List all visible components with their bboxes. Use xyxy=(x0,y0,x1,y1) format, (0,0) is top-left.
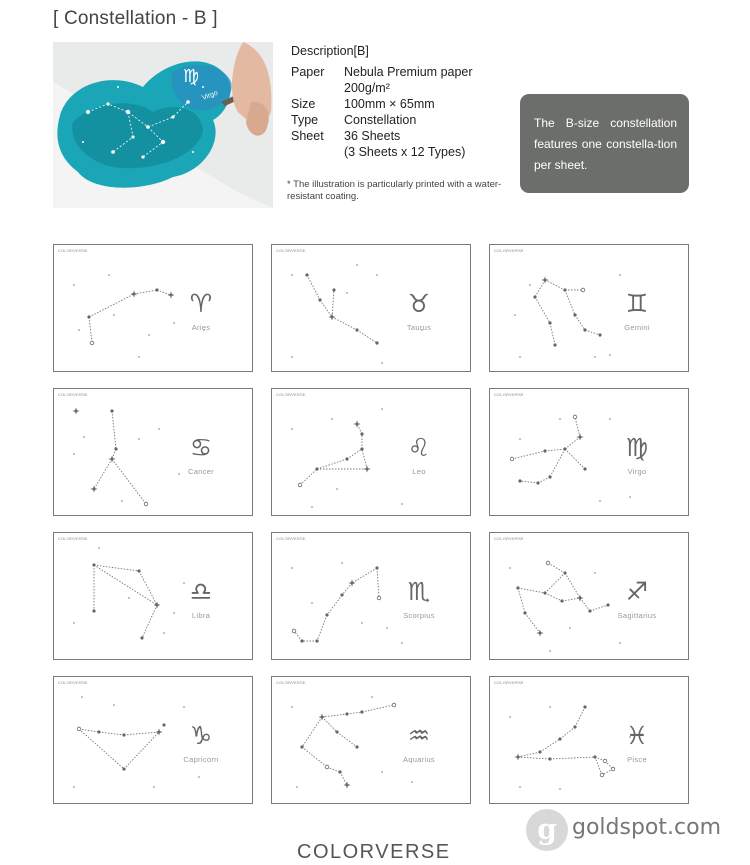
constellation-line xyxy=(540,739,560,752)
constellation-name: Capricorn xyxy=(183,755,219,764)
constellation-line xyxy=(124,732,159,769)
background-star xyxy=(73,622,75,624)
background-star xyxy=(346,292,348,294)
constellation-star xyxy=(510,457,514,461)
constellation-star xyxy=(345,712,348,715)
constellation-star xyxy=(360,432,363,435)
constellation-star xyxy=(338,770,341,773)
constellation-line xyxy=(89,294,134,317)
constellation-line xyxy=(550,323,555,345)
constellation-line xyxy=(590,605,608,611)
constellation-star xyxy=(583,467,586,470)
card-brand: COLORVERSE xyxy=(276,248,306,253)
goldspot-logo-letter: g xyxy=(537,813,557,846)
constellation-line xyxy=(307,275,320,300)
constellation-line xyxy=(134,290,157,294)
background-star xyxy=(291,274,293,276)
constellation-star xyxy=(553,343,556,346)
constellation-name: Virgo xyxy=(627,467,647,476)
background-star xyxy=(128,597,130,599)
constellation-line xyxy=(112,459,146,504)
constellation-star xyxy=(355,745,358,748)
constellation-line xyxy=(300,469,317,485)
background-star xyxy=(291,428,293,430)
constellation-line xyxy=(535,280,545,297)
constellation-star xyxy=(90,341,94,345)
constellation-card xyxy=(271,244,471,372)
constellation-line xyxy=(545,449,565,451)
zodiac-symbol-icon: ♍ xyxy=(625,433,649,462)
zodiac-symbol-icon: ♉ xyxy=(407,289,431,318)
goldspot-watermark: goldspot.com xyxy=(572,815,721,840)
spec-table xyxy=(291,64,473,160)
constellation-name: Leo xyxy=(412,467,426,476)
spec-value: 36 Sheets xyxy=(344,129,401,143)
background-star xyxy=(311,602,313,604)
constellation-star xyxy=(122,767,125,770)
spec-row xyxy=(291,112,473,128)
constellation-line xyxy=(580,598,590,611)
constellation-star xyxy=(563,571,566,574)
background-star xyxy=(559,788,561,790)
background-star xyxy=(73,453,75,455)
constellation-line xyxy=(357,424,362,434)
constellation-star xyxy=(108,455,115,462)
spec-key: Sheet xyxy=(291,129,324,143)
zodiac-symbol-icon: ♏ xyxy=(407,577,431,606)
card-brand: COLORVERSE xyxy=(58,248,88,253)
card-brand: COLORVERSE xyxy=(494,248,524,253)
coating-note: * The illustration is particularly printed with a water-resistant coating. xyxy=(287,179,502,202)
background-star xyxy=(529,284,531,286)
constellation-star xyxy=(573,415,577,419)
constellation-line xyxy=(320,300,332,317)
constellation-star xyxy=(523,611,526,614)
goldspot-logo-icon xyxy=(525,808,569,852)
constellation-line xyxy=(347,449,362,459)
constellation-line xyxy=(518,752,540,757)
constellation-line xyxy=(565,573,580,598)
constellation-line xyxy=(550,449,565,477)
constellation-star xyxy=(548,757,551,760)
constellation-card xyxy=(489,532,689,660)
constellation-star xyxy=(563,447,566,450)
constellation-line xyxy=(512,451,545,459)
constellation-star xyxy=(155,288,158,291)
spec-key xyxy=(291,144,344,160)
callout-box: The B-size constellation features one constella-tion per sheet. xyxy=(520,94,689,193)
constellation-star xyxy=(581,288,585,292)
background-star xyxy=(619,642,621,644)
background-star xyxy=(153,786,155,788)
constellation-line xyxy=(357,330,377,343)
background-star xyxy=(113,704,115,706)
constellation-line xyxy=(545,280,565,290)
constellation-line xyxy=(322,717,337,732)
constellation-card xyxy=(53,388,253,516)
background-star xyxy=(629,496,631,498)
zodiac-symbol-icon: ♓ xyxy=(625,721,649,750)
background-star xyxy=(599,500,601,502)
spec-row xyxy=(291,80,473,96)
constellation-name: Scorpius xyxy=(403,611,435,620)
constellation-star xyxy=(122,733,125,736)
card-brand: COLORVERSE xyxy=(276,392,306,397)
constellation-star xyxy=(345,457,348,460)
background-star xyxy=(401,642,403,644)
constellation-line xyxy=(518,588,545,593)
constellation-line xyxy=(157,290,171,295)
constellation-star xyxy=(87,315,90,318)
constellation-card xyxy=(489,244,689,372)
constellation-star xyxy=(332,288,335,291)
constellation-line xyxy=(112,411,116,449)
background-star xyxy=(549,706,551,708)
constellation-star xyxy=(558,737,561,740)
constellation-line xyxy=(560,727,575,739)
constellation-line xyxy=(518,757,550,759)
background-star xyxy=(356,264,358,266)
zodiac-symbol-icon: ♈ xyxy=(189,289,213,318)
constellation-star xyxy=(137,569,140,572)
constellation-name: Sagittarius xyxy=(617,611,657,620)
constellation-name: Cancer xyxy=(188,467,214,476)
constellation-star xyxy=(325,613,328,616)
zodiac-symbol-icon: ♌ xyxy=(407,433,431,462)
constellation-card xyxy=(271,532,471,660)
constellation-line xyxy=(342,583,352,595)
constellation-star xyxy=(600,773,604,777)
background-star xyxy=(138,356,140,358)
constellation-line xyxy=(317,459,347,469)
constellation-star xyxy=(560,599,563,602)
zodiac-symbol-icon: ♎ xyxy=(189,577,213,606)
constellation-star xyxy=(300,639,303,642)
card-brand: COLORVERSE xyxy=(58,536,88,541)
constellation-star xyxy=(360,447,363,450)
background-star xyxy=(311,506,313,508)
constellation-line xyxy=(94,459,112,489)
background-star xyxy=(336,488,338,490)
constellation-star xyxy=(375,566,378,569)
spec-value: (3 Sheets x 12 Types) xyxy=(344,145,466,159)
constellation-star xyxy=(92,609,95,612)
background-star xyxy=(83,436,85,438)
background-star xyxy=(569,627,571,629)
constellation-line xyxy=(332,290,334,317)
constellation-star xyxy=(536,481,539,484)
spec-value: 100mm × 65mm xyxy=(344,97,435,111)
constellation-line xyxy=(520,481,538,483)
spec-key: Paper xyxy=(291,65,325,79)
constellation-line xyxy=(575,417,580,437)
background-star xyxy=(371,696,373,698)
background-star xyxy=(138,438,140,440)
spec-value: Nebula Premium paper xyxy=(344,65,473,79)
constellation-line xyxy=(545,593,562,601)
constellation-line xyxy=(322,714,347,717)
constellation-star xyxy=(140,636,143,639)
card-brand: COLORVERSE xyxy=(494,536,524,541)
constellation-star xyxy=(130,290,137,297)
background-star xyxy=(519,438,521,440)
constellation-name: Libra xyxy=(191,611,211,620)
constellation-line xyxy=(565,290,575,315)
constellation-star xyxy=(153,601,160,608)
constellation-line xyxy=(545,573,565,593)
card-brand: COLORVERSE xyxy=(494,680,524,685)
background-star xyxy=(78,329,80,331)
constellation-star xyxy=(583,328,586,331)
zodiac-symbol-icon: ♑ xyxy=(189,721,213,750)
constellation-star xyxy=(377,596,381,600)
constellation-line xyxy=(352,568,377,583)
constellation-card xyxy=(53,532,253,660)
constellation-star xyxy=(340,593,343,596)
constellation-line xyxy=(565,449,585,469)
constellation-line xyxy=(142,605,157,638)
constellation-star xyxy=(114,447,117,450)
zodiac-symbol-icon: ♊ xyxy=(625,289,649,318)
constellation-star xyxy=(598,333,601,336)
background-star xyxy=(381,408,383,410)
background-star xyxy=(559,418,561,420)
constellation-line xyxy=(535,297,550,323)
constellation-line xyxy=(548,563,565,573)
card-brand: COLORVERSE xyxy=(494,392,524,397)
constellation-line xyxy=(518,588,525,613)
background-star xyxy=(291,706,293,708)
background-star xyxy=(158,428,160,430)
background-star xyxy=(296,786,298,788)
constellation-star xyxy=(355,328,358,331)
zodiac-symbol-icon: ♋ xyxy=(189,433,213,462)
background-star xyxy=(73,786,75,788)
spec-row xyxy=(291,64,473,80)
constellation-card xyxy=(53,676,253,804)
constellation-star xyxy=(611,767,615,771)
constellation-star xyxy=(318,298,321,301)
background-star xyxy=(594,572,596,574)
constellation-star xyxy=(343,781,350,788)
constellation-line xyxy=(302,747,327,767)
constellation-card xyxy=(53,244,253,372)
constellation-star xyxy=(72,407,79,414)
constellation-line xyxy=(377,568,379,598)
constellation-star xyxy=(162,723,165,726)
background-star xyxy=(514,314,516,316)
spec-value: 200g/m² xyxy=(344,81,390,95)
constellation-line xyxy=(332,317,357,330)
constellation-line xyxy=(340,772,347,785)
spec-value: Constellation xyxy=(344,113,417,127)
constellation-star xyxy=(315,639,318,642)
constellation-star xyxy=(543,449,546,452)
constellation-line xyxy=(139,571,157,605)
constellation-star xyxy=(588,609,591,612)
constellation-star xyxy=(144,502,148,506)
constellation-line xyxy=(94,565,139,571)
card-brand: COLORVERSE xyxy=(276,680,306,685)
constellation-card xyxy=(489,388,689,516)
constellation-line xyxy=(550,757,595,759)
constellation-star xyxy=(583,705,586,708)
constellation-star xyxy=(541,276,548,283)
constellation-star xyxy=(593,755,596,758)
background-star xyxy=(619,274,621,276)
constellation-line xyxy=(124,732,159,735)
constellation-star xyxy=(573,725,576,728)
constellation-star xyxy=(90,485,97,492)
constellation-star xyxy=(543,591,546,594)
background-star xyxy=(381,362,383,364)
description-block xyxy=(291,44,473,160)
constellation-line xyxy=(575,707,585,727)
background-star xyxy=(519,356,521,358)
constellation-line xyxy=(302,717,322,747)
background-star xyxy=(108,274,110,276)
constellation-star xyxy=(305,273,308,276)
constellation-star xyxy=(536,629,543,636)
background-star xyxy=(386,627,388,629)
constellation-line xyxy=(525,613,540,633)
background-star xyxy=(509,716,511,718)
constellation-line xyxy=(79,729,124,769)
constellation-star xyxy=(360,710,363,713)
constellation-star xyxy=(77,727,81,731)
constellation-name: Taurus xyxy=(406,323,432,332)
zodiac-symbol-icon: ♐ xyxy=(625,577,649,606)
constellation-star xyxy=(315,467,318,470)
constellation-star xyxy=(606,603,609,606)
background-star xyxy=(331,418,333,420)
constellation-star xyxy=(300,745,303,748)
background-star xyxy=(113,314,115,316)
constellation-star xyxy=(298,483,302,487)
background-star xyxy=(376,274,378,276)
background-star xyxy=(121,500,123,502)
spec-key: Size xyxy=(291,97,316,111)
background-star xyxy=(291,567,293,569)
colorverse-logo: COLORVERSE xyxy=(297,841,451,863)
background-star xyxy=(341,562,343,564)
constellation-star xyxy=(92,563,95,566)
background-star xyxy=(594,356,596,358)
description-heading: Description[B] xyxy=(291,44,369,58)
background-star xyxy=(183,706,185,708)
constellation-line xyxy=(317,615,327,641)
constellation-star xyxy=(353,420,360,427)
constellation-star xyxy=(548,321,551,324)
constellation-card xyxy=(271,676,471,804)
constellation-card xyxy=(271,388,471,516)
spec-row xyxy=(291,128,473,144)
card-brand: COLORVERSE xyxy=(276,536,306,541)
constellation-star xyxy=(576,594,583,601)
constellation-star xyxy=(514,753,521,760)
constellation-star xyxy=(110,409,113,412)
constellation-star xyxy=(533,295,536,298)
constellation-star xyxy=(292,629,296,633)
background-star xyxy=(148,334,150,336)
svg-text:♍: ♍ xyxy=(183,66,200,87)
background-star xyxy=(81,696,83,698)
constellation-star xyxy=(167,291,174,298)
constellation-star xyxy=(97,730,100,733)
spec-key xyxy=(291,80,344,96)
constellation-name: Aquarius xyxy=(402,755,435,764)
constellation-name: Aries xyxy=(191,323,211,332)
constellation-name: Gemini xyxy=(624,323,650,332)
constellation-star xyxy=(546,561,550,565)
constellation-line xyxy=(337,732,357,747)
background-star xyxy=(549,650,551,652)
spec-row xyxy=(291,96,473,112)
background-star xyxy=(401,503,403,505)
constellation-line xyxy=(327,595,342,615)
background-star xyxy=(609,354,611,356)
constellation-line xyxy=(575,315,585,330)
spec-row xyxy=(291,144,473,160)
constellation-line xyxy=(562,598,580,601)
constellation-line xyxy=(362,705,394,712)
constellation-star xyxy=(375,341,378,344)
constellation-line xyxy=(362,449,367,469)
constellation-line xyxy=(347,712,362,714)
background-star xyxy=(73,284,75,286)
background-star xyxy=(609,418,611,420)
constellation-line xyxy=(89,317,92,343)
background-star xyxy=(291,356,293,358)
background-star xyxy=(509,567,511,569)
product-photo xyxy=(53,42,273,208)
background-star xyxy=(381,771,383,773)
constellation-star xyxy=(392,703,396,707)
background-star xyxy=(98,547,100,549)
photo-label: Virgo xyxy=(201,89,219,102)
constellation-line xyxy=(99,732,124,735)
constellation-star xyxy=(363,465,370,472)
constellation-line xyxy=(565,437,580,449)
background-star xyxy=(411,781,413,783)
page-title: [ Constellation - B ] xyxy=(53,8,218,29)
constellation-star xyxy=(516,586,519,589)
constellation-line xyxy=(585,330,600,335)
constellation-star xyxy=(573,313,576,316)
constellation-star xyxy=(325,765,329,769)
constellation-line xyxy=(538,477,550,483)
background-star xyxy=(198,776,200,778)
background-star xyxy=(519,786,521,788)
spec-key: Type xyxy=(291,113,319,127)
constellation-name: Pisce xyxy=(627,755,647,764)
card-brand: COLORVERSE xyxy=(58,392,88,397)
zodiac-symbol-icon: ♒ xyxy=(407,721,431,750)
constellation-card xyxy=(489,676,689,804)
constellation-star xyxy=(538,750,541,753)
constellation-star xyxy=(563,288,566,291)
card-brand: COLORVERSE xyxy=(58,680,88,685)
constellation-star xyxy=(518,479,521,482)
constellation-line xyxy=(94,565,157,605)
constellation-star xyxy=(548,475,551,478)
background-star xyxy=(361,622,363,624)
constellation-star xyxy=(155,728,162,735)
constellation-star xyxy=(335,730,338,733)
background-star xyxy=(163,632,165,634)
constellation-star xyxy=(328,313,335,320)
